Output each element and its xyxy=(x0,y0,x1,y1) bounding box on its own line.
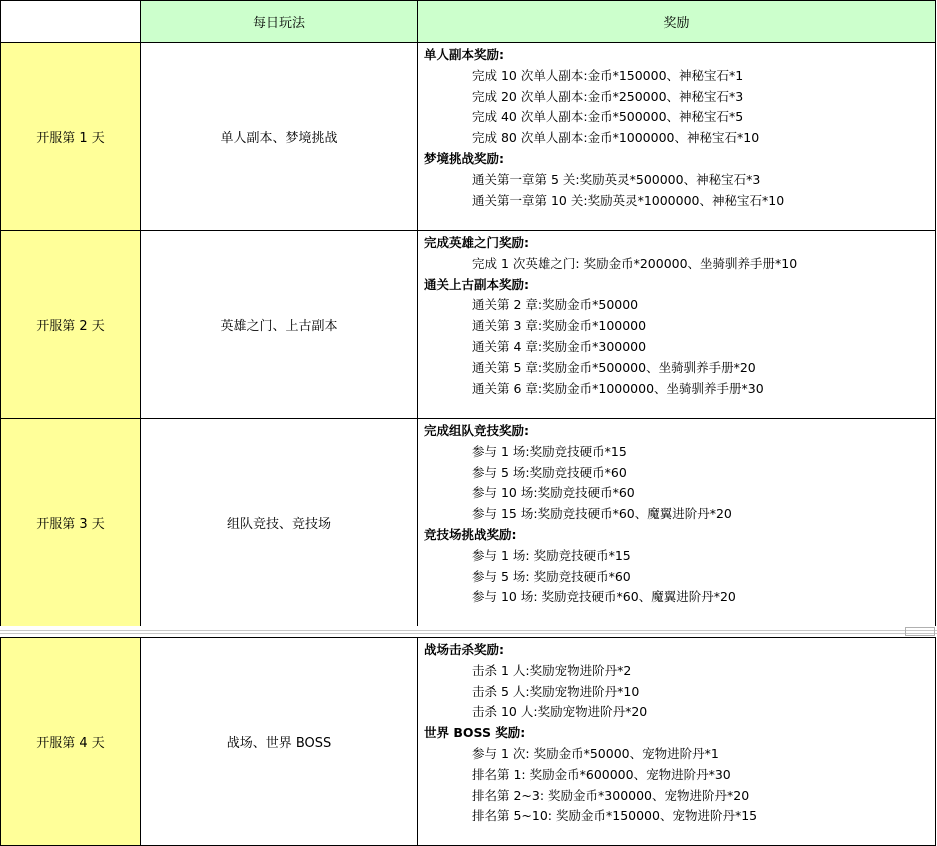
play-cell: 战场、世界 BOSS xyxy=(141,638,418,846)
day-cell: 开服第 1 天 xyxy=(1,43,141,231)
reward-line: 完成 40 次单人副本:金币*500000、神秘宝石*5 xyxy=(472,109,744,125)
play-cell: 单人副本、梦境挑战 xyxy=(141,43,418,231)
header-reward: 奖励 xyxy=(418,1,936,43)
separator-line xyxy=(0,630,937,631)
reward-line: 击杀 5 人:奖励宠物进阶丹*10 xyxy=(472,683,640,699)
reward-line: 完成 10 次单人副本:金币*150000、神秘宝石*1 xyxy=(472,67,744,83)
reward-line: 排名第 2~3: 奖励金币*300000、宠物进阶丹*20 xyxy=(472,787,750,803)
table-row xyxy=(1,43,936,231)
reward-cell xyxy=(418,43,936,231)
reward-line: 通关第一章第 5 关:奖励英灵*500000、神秘宝石*3 xyxy=(472,171,761,187)
reward-heading: 完成英雄之门奖励: xyxy=(424,235,529,250)
schedule-table-continued xyxy=(0,637,936,846)
reward-line: 参与 1 场:奖励竞技硬币*15 xyxy=(472,443,627,459)
day-cell: 开服第 3 天 xyxy=(1,419,141,627)
separator-line xyxy=(0,633,937,634)
reward-line: 完成 1 次英雄之门: 奖励金币*200000、坐骑驯养手册*10 xyxy=(472,255,798,271)
reward-line: 通关第 2 章:奖励金币*50000 xyxy=(472,297,639,313)
reward-cell xyxy=(418,638,936,846)
reward-line: 通关第 3 章:奖励金币*100000 xyxy=(472,318,647,334)
table-row xyxy=(1,638,936,846)
table-row xyxy=(1,231,936,419)
reward-heading: 通关上古副本奖励: xyxy=(424,276,529,292)
reward-line: 完成 20 次单人副本:金币*250000、神秘宝石*3 xyxy=(472,88,744,104)
reward-line: 参与 1 场: 奖励竞技硬币*15 xyxy=(472,547,631,563)
sheet-gap-separator xyxy=(0,626,937,637)
header-row xyxy=(1,1,936,43)
reward-line: 通关第 5 章:奖励金币*500000、坐骑驯养手册*20 xyxy=(472,359,756,375)
reward-line: 通关第一章第 10 关:奖励英灵*1000000、神秘宝石*10 xyxy=(472,192,785,208)
day-cell: 开服第 4 天 xyxy=(1,638,141,846)
reward-line: 参与 10 场: 奖励竞技硬币*60、魔翼进阶丹*20 xyxy=(472,589,736,605)
reward-line: 击杀 1 人:奖励宠物进阶丹*2 xyxy=(472,662,632,678)
reward-line: 参与 15 场:奖励竞技硬币*60、魔翼进阶丹*20 xyxy=(472,506,732,522)
reward-heading: 世界 BOSS 奖励: xyxy=(424,725,526,741)
reward-line: 参与 5 场: 奖励竞技硬币*60 xyxy=(472,568,631,584)
play-cell: 英雄之门、上古副本 xyxy=(141,231,418,419)
header-blank-cell xyxy=(1,1,141,43)
reward-line: 排名第 1: 奖励金币*600000、宠物进阶丹*30 xyxy=(472,766,731,782)
reward-line: 通关第 4 章:奖励金币*300000 xyxy=(472,338,647,354)
reward-heading: 单人副本奖励: xyxy=(424,47,504,62)
reward-heading: 战场击杀奖励: xyxy=(424,642,504,657)
reward-cell xyxy=(418,419,936,627)
header-daily-play: 每日玩法 xyxy=(141,1,418,43)
table-row xyxy=(1,419,936,627)
reward-line: 击杀 10 人:奖励宠物进阶丹*20 xyxy=(472,704,648,720)
scroll-handle[interactable] xyxy=(905,627,935,636)
reward-line: 通关第 6 章:奖励金币*1000000、坐骑驯养手册*30 xyxy=(472,380,764,396)
reward-line: 排名第 5~10: 奖励金币*150000、宠物进阶丹*15 xyxy=(472,808,758,824)
reward-cell xyxy=(418,231,936,419)
reward-heading: 梦境挑战奖励: xyxy=(424,150,504,166)
reward-heading: 竞技场挑战奖励: xyxy=(424,526,517,542)
reward-line: 完成 80 次单人副本:金币*1000000、神秘宝石*10 xyxy=(472,130,760,146)
play-cell: 组队竞技、竞技场 xyxy=(141,419,418,627)
reward-line: 参与 1 次: 奖励金币*50000、宠物进阶丹*1 xyxy=(472,745,719,761)
reward-heading: 完成组队竞技奖励: xyxy=(424,423,529,438)
reward-line: 参与 10 场:奖励竞技硬币*60 xyxy=(472,485,635,501)
reward-line: 参与 5 场:奖励竞技硬币*60 xyxy=(472,464,627,480)
day-cell: 开服第 2 天 xyxy=(1,231,141,419)
